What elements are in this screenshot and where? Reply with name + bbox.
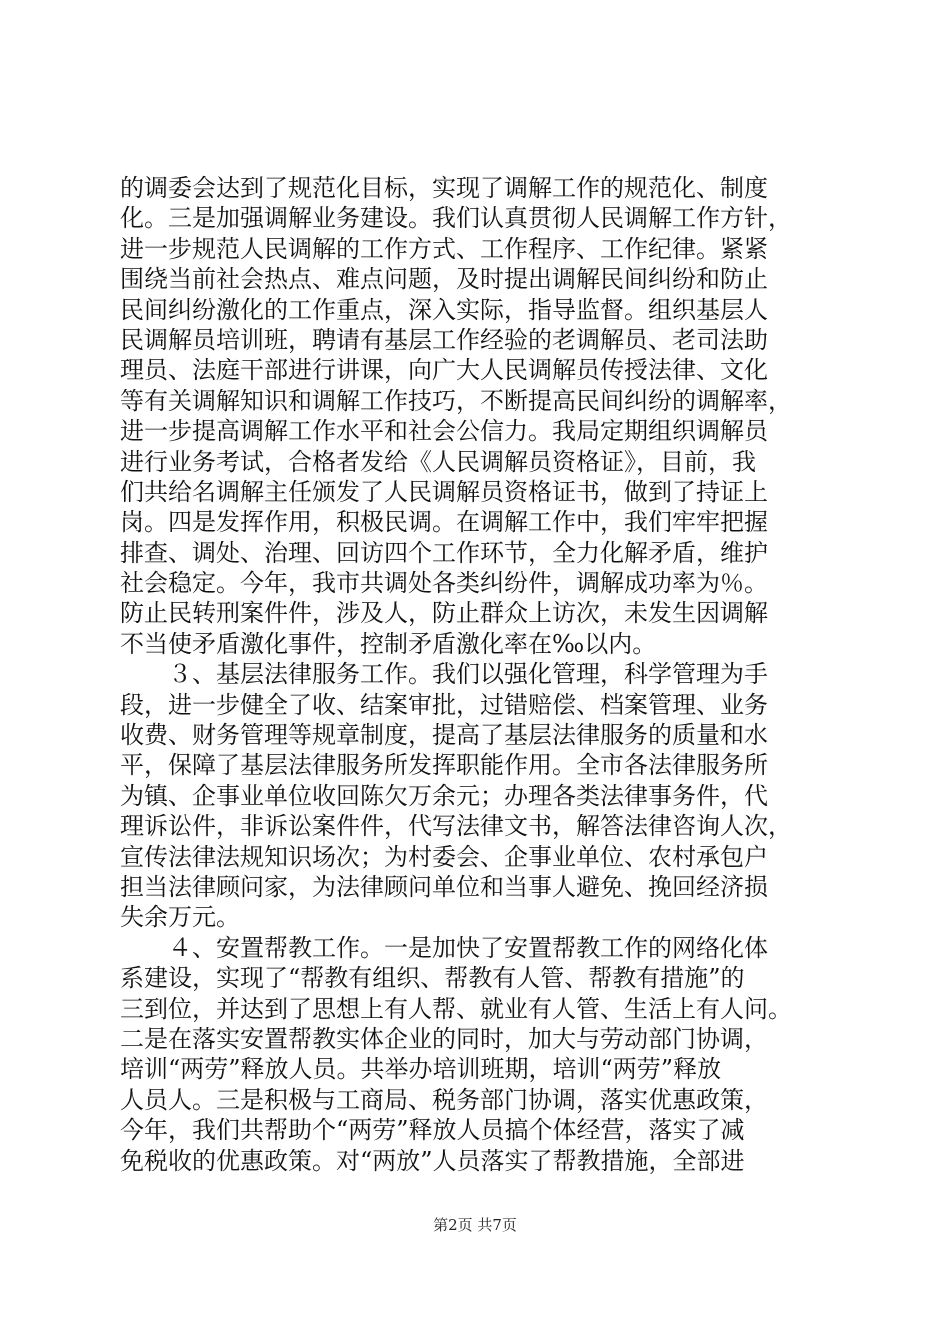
text-line: ４、安置帮教工作。一是加快了安置帮教工作的网络化体 bbox=[120, 933, 768, 962]
text-line: 等有关调解知识和调解工作技巧，不断提高民间纠纷的调解率， bbox=[120, 386, 792, 415]
text-line: 系建设，实现了“帮教有组织、帮教有人管、帮教有措施”的 bbox=[120, 964, 745, 993]
text-line: 平，保障了基层法律服务所发挥职能作用。全市各法律服务所 bbox=[120, 751, 768, 780]
text-line: 民调解员培训班，聘请有基层工作经验的老调解员、老司法助 bbox=[120, 325, 768, 354]
text-line: 人员人。三是积极与工商局、税务部门协调，落实优惠政策， bbox=[120, 1085, 768, 1114]
text-line: 的调委会达到了规范化目标，实现了调解工作的规范化、制度 bbox=[120, 174, 768, 202]
text-line: 理诉讼件，非诉讼案件件，代写法律文书，解答法律咨询人次， bbox=[120, 812, 792, 841]
text-line: 段，进一步健全了收、结案审批，过错赔偿、档案管理、业务 bbox=[120, 690, 768, 719]
text-line: 化。三是加强调解业务建设。我们认真贯彻人民调解工作方针， bbox=[120, 204, 792, 233]
text-line: 进行业务考试，合格者发给《人民调解员资格证》，目前，我 bbox=[120, 447, 756, 476]
text-line: 排查、调处、治理、回访四个工作环节，全力化解矛盾，维护 bbox=[120, 538, 768, 567]
text-line: 不当使矛盾激化事件，控制矛盾激化率在‰以内。 bbox=[120, 629, 657, 658]
text-line: 担当法律顾问家，为法律顾问单位和当事人避免、挽回经济损 bbox=[120, 872, 768, 901]
text-line: 失余万元。 bbox=[120, 903, 240, 932]
text-line: 今年，我们共帮助个“两劳”释放人员搞个体经营，落实了减 bbox=[120, 1116, 745, 1145]
text-line: ３、基层法律服务工作。我们以强化管理，科学管理为手 bbox=[120, 660, 768, 689]
text-line: 培训“两劳”释放人员。共举办培训班期，培训“两劳”释放 bbox=[120, 1055, 722, 1084]
page-footer: 第2页 共7页 bbox=[433, 1216, 517, 1234]
text-line: 三到位，并达到了思想上有人帮、就业有人管、生活上有人问。 bbox=[120, 994, 792, 1023]
body-text bbox=[120, 173, 832, 1176]
text-line: 进一步规范人民调解的工作方式、工作程序、工作纪律。紧紧 bbox=[120, 234, 768, 263]
text-line: 免税收的优惠政策。对“两放”人员落实了帮教措施，全部进 bbox=[120, 1146, 745, 1175]
text-line: 宣传法律法规知识场次；为村委会、企事业单位、农村承包户 bbox=[120, 842, 768, 871]
text-line: 们共给名调解主任颁发了人民调解员资格证书，做到了持证上 bbox=[120, 477, 768, 506]
text-line: 理员、法庭干部进行讲课，向广大人民调解员传授法律、文化 bbox=[120, 356, 768, 385]
text-line: 为镇、企事业单位收回陈欠万余元；办理各类法律事务件，代 bbox=[120, 781, 768, 810]
text-line: 岗。四是发挥作用，积极民调。在调解工作中，我们牢牢把握 bbox=[120, 508, 768, 537]
text-line: 围绕当前社会热点、难点问题，及时提出调解民间纠纷和防止 bbox=[120, 265, 768, 294]
text-line: 收费、财务管理等规章制度，提高了基层法律服务的质量和水 bbox=[120, 721, 768, 750]
text-line: 社会稳定。今年，我市共调处各类纠纷件，调解成功率为％。 bbox=[120, 569, 768, 598]
text-line: 二是在落实安置帮教实体企业的同时，加大与劳动部门协调， bbox=[120, 1024, 768, 1053]
text-line: 民间纠纷激化的工作重点，深入实际，指导监督。组织基层人 bbox=[120, 295, 768, 324]
text-line: 防止民转刑案件件，涉及人，防止群众上访次，未发生因调解 bbox=[120, 599, 768, 628]
text-line: 进一步提高调解工作水平和社会公信力。我局定期组织调解员 bbox=[120, 417, 768, 446]
